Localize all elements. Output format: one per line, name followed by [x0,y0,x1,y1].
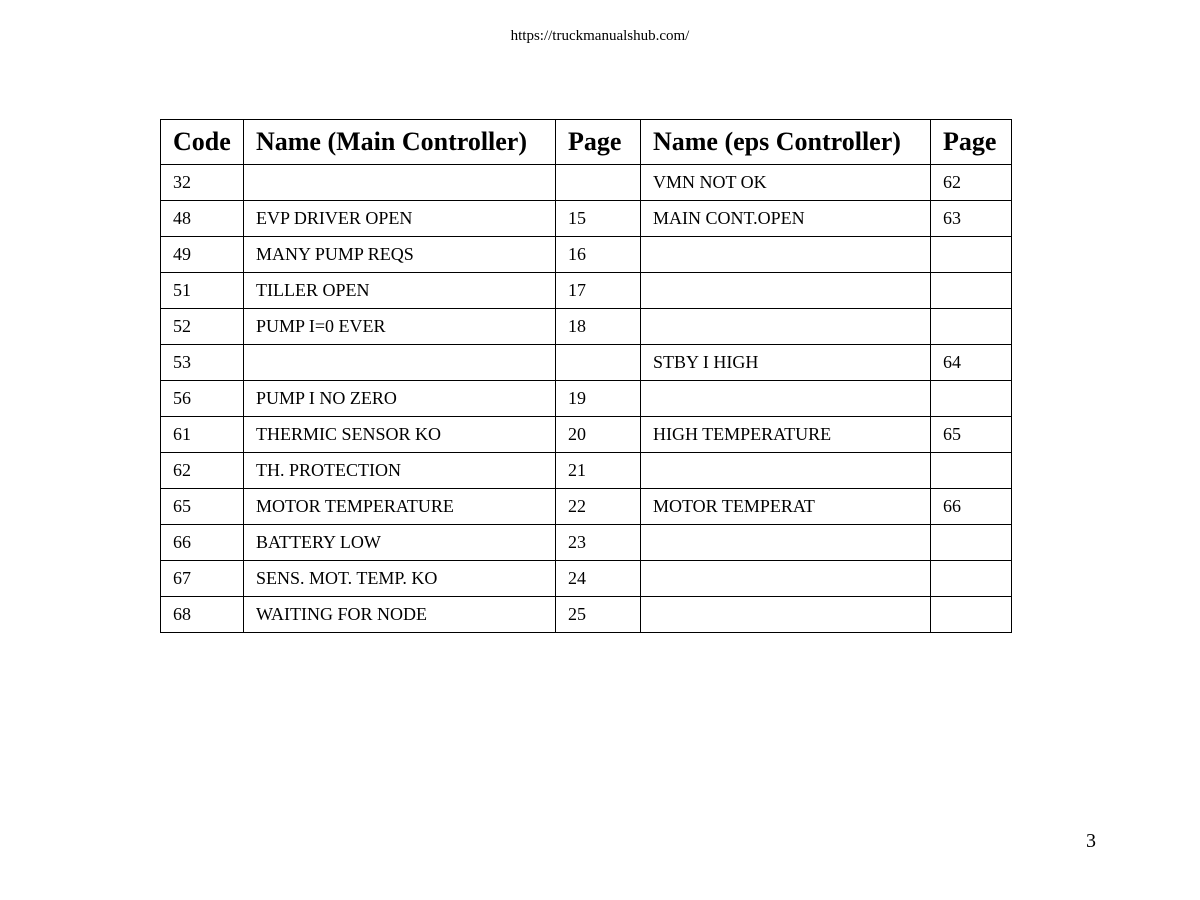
table-row [161,525,1012,561]
table-row [161,345,1012,381]
cell-main-name: PUMP I=0 EVER [244,309,556,345]
cell-main-name [244,165,556,201]
cell-eps-page: 62 [931,165,1012,201]
table-row [161,381,1012,417]
cell-main-page: 24 [556,561,641,597]
cell-eps-name: STBY I HIGH [641,345,931,381]
table-row [161,597,1012,633]
cell-main-page: 15 [556,201,641,237]
cell-main-name: BATTERY LOW [244,525,556,561]
cell-eps-name [641,309,931,345]
cell-main-name: THERMIC SENSOR KO [244,417,556,453]
cell-main-page: 19 [556,381,641,417]
header-eps-controller-name: Name (eps Controller) [641,120,931,165]
cell-main-page: 18 [556,309,641,345]
cell-eps-page [931,273,1012,309]
cell-code: 32 [161,165,244,201]
cell-main-name: WAITING FOR NODE [244,597,556,633]
cell-eps-name [641,597,931,633]
cell-main-name: SENS. MOT. TEMP. KO [244,561,556,597]
cell-code: 56 [161,381,244,417]
table-row [161,489,1012,525]
error-code-table [160,119,1012,633]
cell-code: 48 [161,201,244,237]
cell-code: 65 [161,489,244,525]
cell-eps-page: 65 [931,417,1012,453]
header-main-page: Page [556,120,641,165]
cell-eps-page [931,237,1012,273]
cell-eps-page [931,453,1012,489]
cell-main-name: MOTOR TEMPERATURE [244,489,556,525]
cell-main-page: 21 [556,453,641,489]
cell-main-page: 25 [556,597,641,633]
cell-code: 67 [161,561,244,597]
cell-code: 61 [161,417,244,453]
cell-eps-page [931,309,1012,345]
cell-eps-name [641,237,931,273]
cell-eps-name [641,561,931,597]
table-row [161,165,1012,201]
table-row [161,453,1012,489]
cell-main-page: 22 [556,489,641,525]
cell-code: 49 [161,237,244,273]
cell-eps-name [641,381,931,417]
cell-code: 68 [161,597,244,633]
cell-main-page: 20 [556,417,641,453]
cell-eps-name [641,453,931,489]
cell-eps-page: 63 [931,201,1012,237]
cell-code: 52 [161,309,244,345]
table-row [161,417,1012,453]
header-eps-page: Page [931,120,1012,165]
cell-eps-name: MOTOR TEMPERAT [641,489,931,525]
table-row [161,273,1012,309]
header-main-controller-name: Name (Main Controller) [244,120,556,165]
table-header-row [161,120,1012,165]
cell-main-page: 16 [556,237,641,273]
cell-main-name: MANY PUMP REQS [244,237,556,273]
cell-code: 53 [161,345,244,381]
header-code: Code [161,120,244,165]
cell-main-name [244,345,556,381]
cell-eps-page [931,381,1012,417]
table-row [161,237,1012,273]
cell-eps-page: 64 [931,345,1012,381]
cell-main-name: EVP DRIVER OPEN [244,201,556,237]
cell-main-page [556,165,641,201]
cell-main-name: TILLER OPEN [244,273,556,309]
cell-eps-name [641,273,931,309]
cell-eps-name: MAIN CONT.OPEN [641,201,931,237]
cell-eps-name: VMN NOT OK [641,165,931,201]
cell-eps-page [931,561,1012,597]
cell-main-page: 23 [556,525,641,561]
cell-code: 62 [161,453,244,489]
cell-main-name: PUMP I NO ZERO [244,381,556,417]
cell-main-page [556,345,641,381]
cell-eps-page [931,597,1012,633]
cell-eps-name: HIGH TEMPERATURE [641,417,931,453]
cell-eps-page [931,525,1012,561]
cell-code: 51 [161,273,244,309]
table-row [161,561,1012,597]
cell-main-name: TH. PROTECTION [244,453,556,489]
table-row [161,201,1012,237]
table-row [161,309,1012,345]
header-url: https://truckmanualshub.com/ [510,28,690,44]
cell-main-page: 17 [556,273,641,309]
page-number: 3 [1086,830,1096,852]
cell-eps-name [641,525,931,561]
cell-code: 66 [161,525,244,561]
cell-eps-page: 66 [931,489,1012,525]
